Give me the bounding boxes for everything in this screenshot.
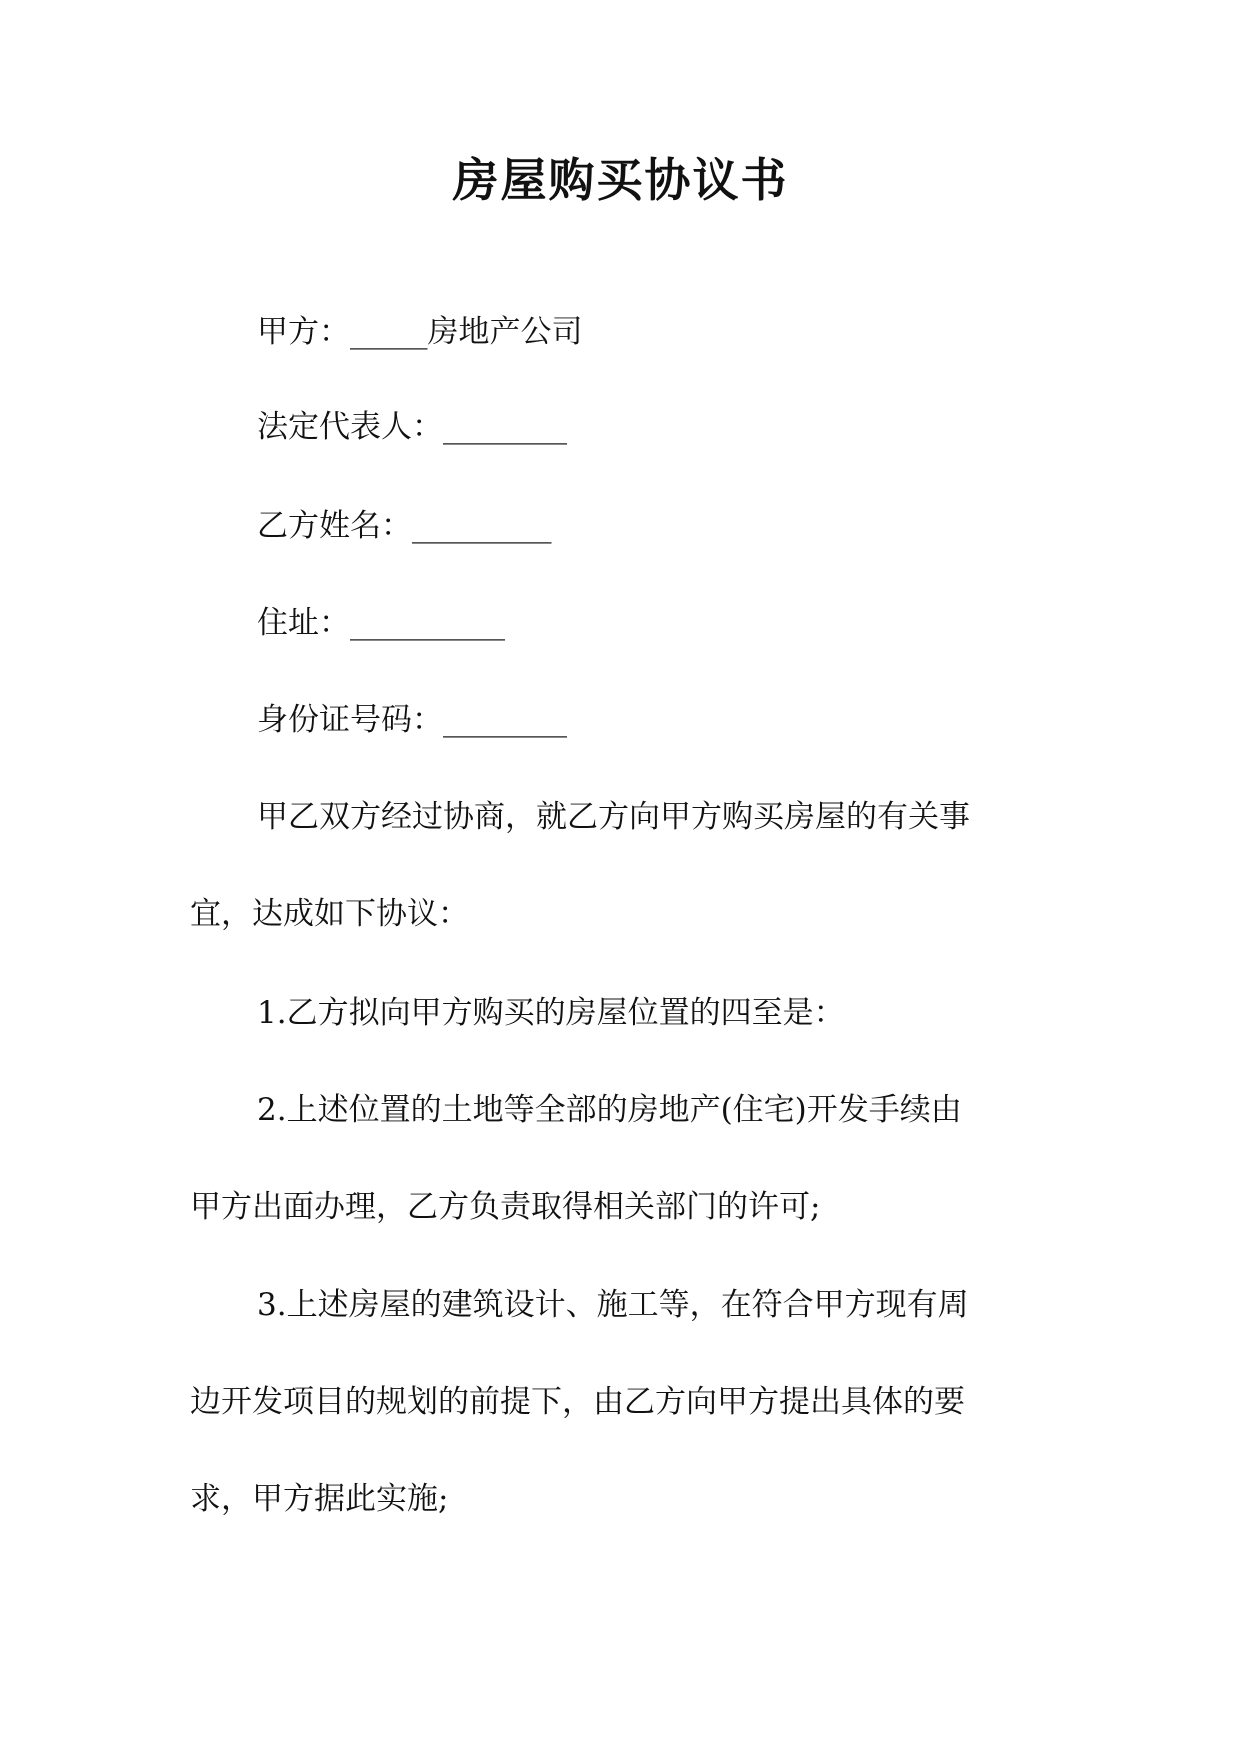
address-line: 住址：__________ — [257, 605, 505, 641]
clause-3-line-2: 边开发项目的规划的前提下，由乙方向甲方提出具体的要 — [190, 1384, 965, 1420]
clause-3-line-3: 求，甲方据此实施; — [190, 1481, 449, 1517]
party-b-name-line: 乙方姓名：_________ — [257, 508, 552, 544]
clause-2-line-2: 甲方出面办理，乙方负责取得相关部门的许可; — [190, 1189, 821, 1225]
intro-paragraph-line-1: 甲乙双方经过协商，就乙方向甲方购买房屋的有关事 — [257, 799, 970, 835]
clause-3-line-1: 3.上述房屋的建筑设计、施工等，在符合甲方现有周 — [257, 1287, 969, 1323]
party-a-line: 甲方：_____房地产公司 — [257, 314, 583, 350]
legal-representative-line: 法定代表人：________ — [257, 409, 567, 445]
id-number-line: 身份证号码：________ — [257, 702, 567, 738]
intro-paragraph-line-2: 宜，达成如下协议： — [190, 896, 469, 932]
document-title: 房屋购买协议书 — [452, 153, 789, 207]
clause-1-line-1: 1.乙方拟向甲方购买的房屋位置的四至是： — [257, 995, 845, 1031]
clause-2-line-1: 2.上述位置的土地等全部的房地产(住宅)开发手续由 — [257, 1092, 962, 1128]
